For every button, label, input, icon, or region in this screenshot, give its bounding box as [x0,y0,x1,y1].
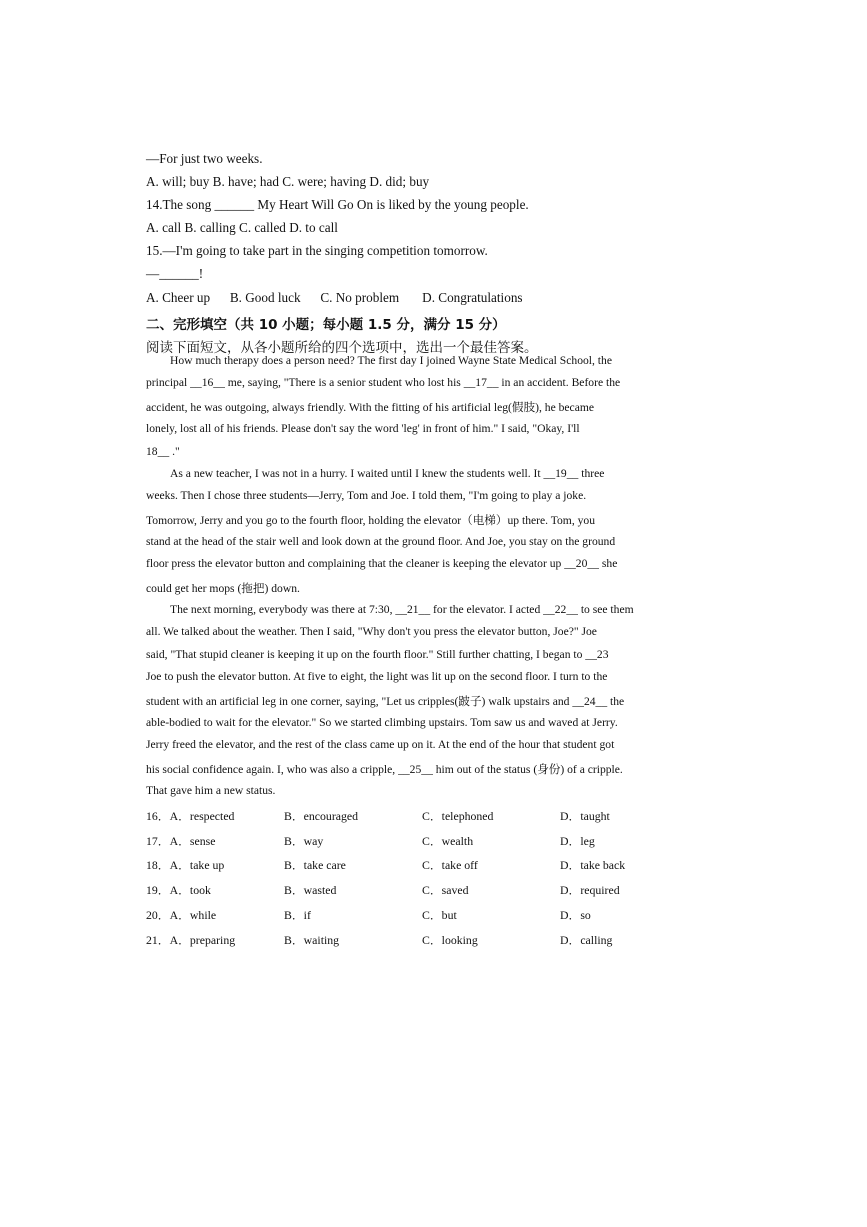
passage-line: lonely, lost all of his friends. Please don't say the word 'leg' in front of him." I said, "Okay, I'll [146,422,580,435]
option-row [146,931,706,951]
option-d: D．take back [560,858,626,872]
passage-line: Tomorrow, Jerry and you go to the fourth floor, holding the elevator（电梯）up there. Tom, you [146,514,596,527]
passage-line: How much therapy does a person need? The first day I joined Wayne State Medical School, the [170,354,612,367]
option-a: 18．A．take up [146,858,225,872]
option-row [146,832,706,852]
option-c: C．looking [422,933,478,947]
option-a: 17．A．sense [146,834,216,848]
option-b: B．take care [284,858,346,872]
option-d: D．required [560,883,620,897]
passage-line: able-bodied to wait for the elevator." So we started climbing upstairs. Tom saw us and waved at Jerry. [146,716,618,729]
passage-line: student with an artificial leg in one corner, saying, "Let us cripples(跛子) walk upstairs and __24__ the [146,695,625,708]
option-b: B．way [284,834,324,848]
option-d: D．leg [560,834,595,848]
passage-line: 18__ ." [146,445,180,458]
passage-line: As a new teacher, I was not in a hurry. I waited until I knew the students well. It __19__ three [170,467,605,480]
option-d: D．so [560,908,591,922]
passage-line: stand at the head of the stair well and look down at the ground floor. And Joe, you stay on the ground [146,535,616,548]
option-c: C．take off [422,858,478,872]
question-13-options: A. will; buy B. have; had C. were; having D. did; buy [146,174,430,189]
question-answer-line: —For just two weeks. [146,151,263,166]
option-b: B．if [284,908,311,922]
option-row [146,807,706,827]
passage-line: could get her mops (拖把) down. [146,582,300,595]
option-a: 19．A．took [146,883,211,897]
option-d: D．taught [560,809,610,823]
section-instruction: 阅读下面短文，从各小题所给的四个选项中，选出一个最佳答案。 [146,340,538,356]
option-a: 16．A．respected [146,809,235,823]
option-row [146,856,706,876]
passage-line: The next morning, everybody was there at 7:30, __21__ for the elevator. I acted __22__ to see them [170,603,634,616]
question-15: 15.—I'm going to take part in the singing competition tomorrow. [146,243,488,258]
option-b: B．waiting [284,933,340,947]
option-b: B．encouraged [284,809,359,823]
option-c: C．telephoned [422,809,494,823]
passage-line: his social confidence again. I, who was also a cripple, __25__ him out of the status (身份) of a cripple. [146,763,623,776]
option-d: D．calling [560,933,613,947]
passage-line: said, "That stupid cleaner is keeping it up on the fourth floor." Still further chatting, I began to __23 [146,648,609,661]
option-row [146,881,706,901]
option-row [146,906,706,926]
passage-line: accident, he was outgoing, always friendly. With the fitting of his artificial leg(假肢), he became [146,401,595,414]
question-15-blank: —______! [146,266,204,281]
option-a: 20．A．while [146,908,217,922]
option-c: C．saved [422,883,469,897]
option-c: C．but [422,908,457,922]
option-b: B．wasted [284,883,337,897]
option-c: C．wealth [422,834,474,848]
passage-line: principal __16__ me, saying, "There is a senior student who lost his __17__ in an accident. Before the [146,376,621,389]
passage-line: all. We talked about the weather. Then I said, "Why don't you press the elevator button, Joe?" Joe [146,625,597,638]
passage-line: Joe to push the elevator button. At five to eight, the light was lit up on the second floor. I turn to the [146,670,608,683]
passage-line: That gave him a new status. [146,784,276,797]
question-14: 14.The song ______ My Heart Will Go On is liked by the young people. [146,197,529,212]
option-a: 21．A．preparing [146,933,236,947]
question-15-options: A. Cheer up B. Good luck C. No problem D. Congratulations [146,290,523,305]
section-heading: 二、完形填空（共 10 小题；每小题 1.5 分，满分 15 分） [146,317,506,333]
question-14-options: A. call B. calling C. called D. to call [146,220,338,235]
passage-line: Jerry freed the elevator, and the rest of the class came up on it. At the end of the hour that student got [146,738,615,751]
passage-line: floor press the elevator button and complaining that the cleaner is keeping the elevator up __20__ she [146,557,618,570]
passage-line: weeks. Then I chose three students—Jerry, Tom and Joe. I told them, "I'm going to play a joke. [146,489,587,502]
